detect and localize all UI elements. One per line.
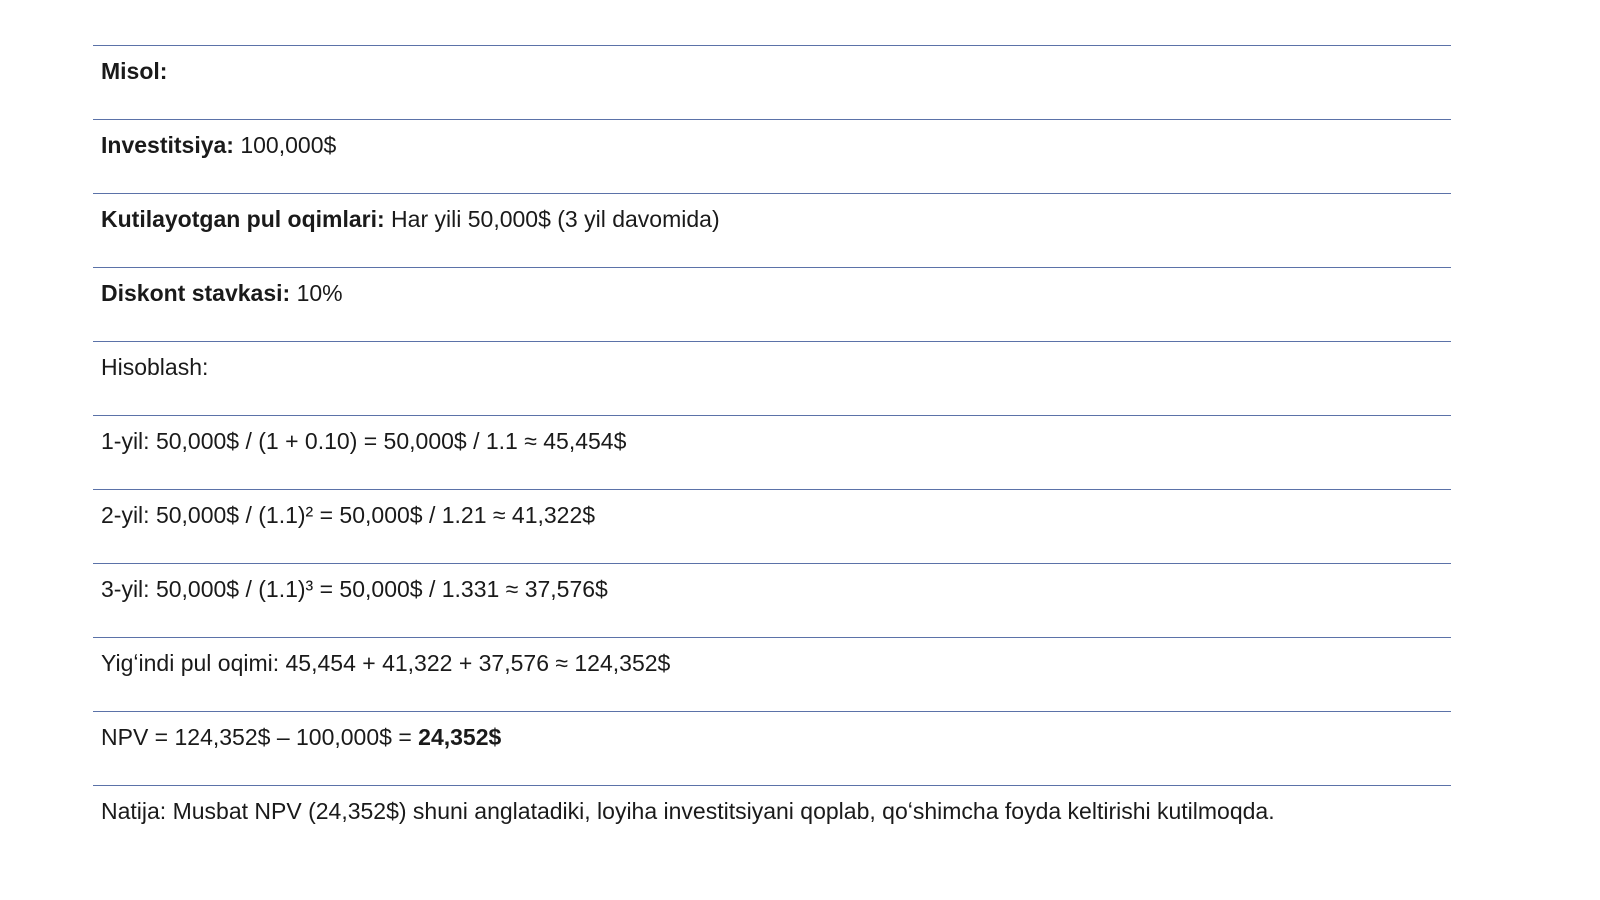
year-1-line: 1-yil: 50,000$ / (1 + 0.10) = 50,000$ / 1.1 ≈ 45,454$ [101, 428, 627, 454]
table-row [93, 415, 1451, 489]
npv-result: 24,352$ [418, 724, 502, 750]
row-text: 10% [290, 280, 343, 306]
table-row [93, 637, 1451, 711]
table-row [93, 267, 1451, 341]
total-cash-flow-line: Yigʻindi pul oqimi: 45,454 + 41,322 + 37,576 ≈ 124,352$ [101, 650, 671, 676]
row-text: Har yili 50,000$ (3 yil davomida) [384, 206, 720, 232]
year-3-line: 3-yil: 50,000$ / (1.1)³ = 50,000$ / 1.331 ≈ 37,576$ [101, 576, 608, 602]
row-label: Misol: [101, 58, 168, 84]
investment-line [101, 131, 336, 159]
npv-line [101, 723, 501, 751]
npv-formula: NPV = 124,352$ – 100,000$ = [101, 724, 419, 750]
table-row [93, 711, 1451, 785]
table-row [93, 193, 1451, 267]
cash-flows-line [101, 205, 720, 233]
table-row [93, 45, 1451, 119]
year-2-line: 2-yil: 50,000$ / (1.1)² = 50,000$ / 1.21 ≈ 41,322$ [101, 502, 596, 528]
table-row [93, 341, 1451, 415]
calculation-heading: Hisoblash: [101, 354, 209, 380]
example-heading [101, 57, 167, 85]
row-label: Diskont stavkasi: [101, 280, 291, 306]
table-row [93, 119, 1451, 193]
row-label: Kutilayotgan pul oqimlari: [101, 206, 385, 232]
row-label: Investitsiya: [101, 132, 234, 158]
row-text: 100,000$ [233, 132, 337, 158]
npv-example-table [93, 45, 1451, 840]
table-row [93, 489, 1451, 563]
discount-rate-line [101, 279, 343, 307]
conclusion-line: Natija: Musbat NPV (24,352$) shuni anglatadiki, loyiha investitsiyani qoplab, qoʻshimcha foyda keltirishi kutilmoqda. [101, 798, 1275, 824]
table-row [93, 785, 1451, 840]
table-row [93, 563, 1451, 637]
